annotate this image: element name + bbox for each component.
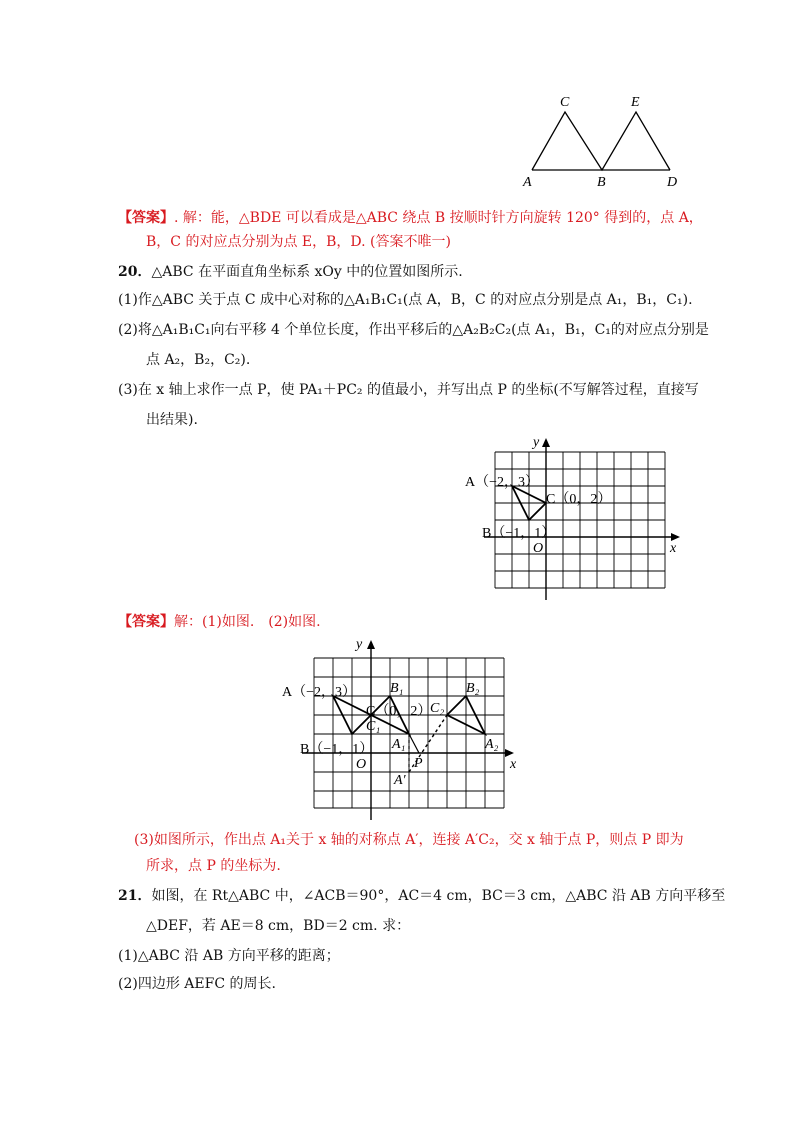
origin-label: O (356, 757, 367, 772)
question-21-stem2: △DEF，若 AE＝8 cm，BD＝2 cm. 求： (146, 918, 411, 934)
point-c-label: C（0，2） (546, 492, 612, 507)
question-text: △ABC 在平面直角坐标系 xOy 中的位置如图所示. (151, 264, 463, 280)
answer-20-line (118, 612, 321, 632)
question-20-part3a: (3)在 x 轴上求作一点 P，使 PA₁＋PC₂ 的值最小，并写出点 P 的坐标(不写解答过程，直接写 (118, 382, 699, 398)
point-b1-label: B₁ (390, 681, 404, 696)
question-20-part1: (1)作△ABC 关于点 C 成中心对称的△A₁B₁C₁(点 A，B，C 的对应点分别是点 A₁，B₁，C₁). (118, 292, 693, 308)
question-21-part2: (2)四边形 AEFC 的周长. (118, 976, 276, 992)
answer-20-part3-line1: (3)如图所示，作出点 A₁关于 x 轴的对称点 A′，连接 A′C₂，交 x 轴于点 P，则点 P 即为 (134, 832, 684, 848)
answer-tag: 【答案】 (118, 614, 174, 630)
question-20-part3b: 出结果). (146, 412, 198, 428)
point-c2-label: C₂ (430, 701, 445, 716)
label-c: C (560, 95, 570, 110)
question-20-stem (118, 262, 463, 282)
label-e: E (631, 95, 640, 110)
coordinate-grid-1 (460, 434, 690, 604)
axis-y-label: y (356, 637, 363, 652)
point-a-label: A（−2，3） (282, 685, 357, 700)
answer-19-line1 (118, 208, 703, 228)
origin-label: O (533, 541, 544, 556)
axis-y-label: y (533, 435, 540, 450)
question-text: 如图，在 Rt△ABC 中，∠ACB＝90°，AC＝4 cm，BC＝3 cm，△ABC 沿 AB 方向平移至 (151, 888, 726, 904)
question-number: 20． (118, 264, 152, 280)
label-b: B (597, 175, 606, 190)
question-20-part2b: 点 A₂，B₂，C₂). (146, 352, 251, 368)
point-a1-label: A₁ (392, 737, 406, 752)
question-21-part1: (1)△ABC 沿 AB 方向平移的距离； (118, 948, 340, 964)
axis-x-label: x (670, 541, 677, 556)
point-b-label: B（−1，1） (482, 526, 556, 541)
point-a-label: A（−2，3） (465, 475, 540, 490)
label-d: D (667, 175, 678, 190)
answer-text: . 解：能，△BDE 可以看成是△ABC 绕点 B 按顺时针方向旋转 120° 得到的，点 A， (174, 210, 703, 226)
point-b-label: B（−1，1） (300, 742, 374, 757)
question-20-part2a: (2)将△A₁B₁C₁向右平移 4 个单位长度，作出平移后的△A₂B₂C₂(点 A₁，B₁，C₁的对应点分别是 (118, 322, 709, 338)
answer-tag: 【答案】 (118, 210, 174, 226)
answer-19-line2: B，C 的对应点分别为点 E，B，D. (答案不唯一) (146, 234, 451, 250)
triangles-figure (515, 92, 685, 192)
point-a2-label: A₂ (485, 737, 499, 752)
answer-20-part3-line2: 所求，点 P 的坐标为. (146, 858, 281, 874)
question-number: 21． (118, 888, 152, 904)
coordinate-grid-2 (280, 632, 530, 824)
question-21-stem1 (118, 886, 725, 906)
point-p-label: P (414, 756, 423, 771)
point-a-prime-label: A′ (394, 773, 406, 788)
axis-x-label: x (510, 757, 517, 772)
point-c-label: C（0，2） (366, 704, 432, 719)
point-b2-label: B₂ (466, 681, 480, 696)
answer-text: 解：(1)如图. (2)如图. (174, 614, 321, 630)
label-a: A (523, 175, 532, 190)
point-c1-label: C₁ (366, 719, 381, 734)
